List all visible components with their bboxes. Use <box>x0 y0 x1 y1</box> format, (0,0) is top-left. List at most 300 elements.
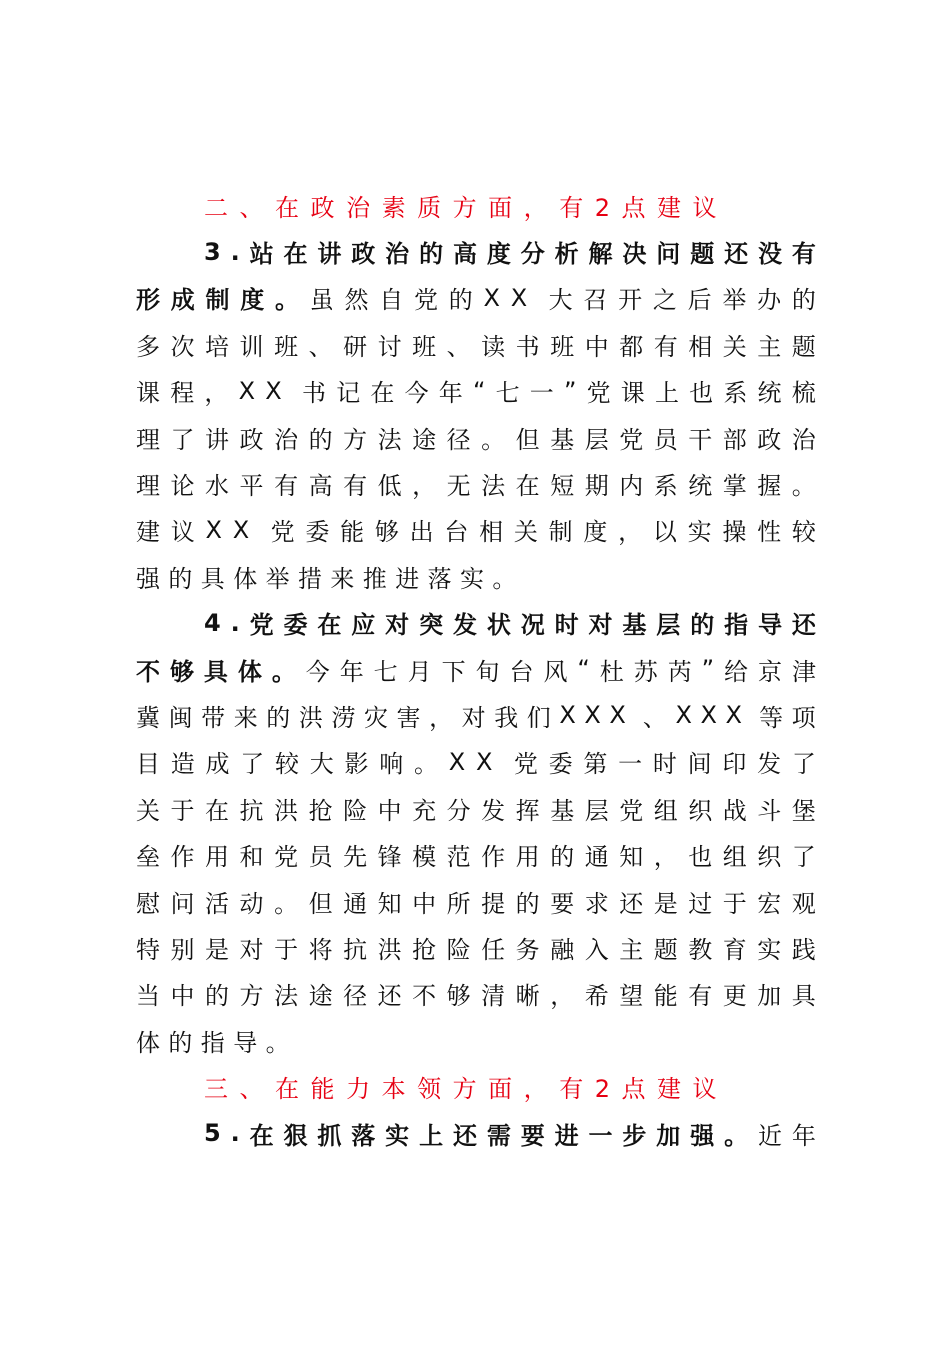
glyph: 形 <box>136 286 160 315</box>
glyph: 突 <box>419 611 444 640</box>
glyph: 险 <box>446 935 471 964</box>
glyph: 中 <box>377 796 402 825</box>
glyph: ” <box>701 655 715 684</box>
glyph: 途 <box>308 982 333 1011</box>
glyph: 当 <box>136 982 160 1011</box>
glyph: X <box>609 701 626 730</box>
glyph: 今 <box>305 657 330 686</box>
glyph: 过 <box>688 889 713 918</box>
paragraph-line <box>136 321 816 367</box>
glyph: 方 <box>343 425 368 454</box>
glyph: 造 <box>170 750 195 779</box>
glyph: 宏 <box>757 889 782 918</box>
glyph: 。 <box>414 750 438 779</box>
glyph: 高 <box>452 240 477 269</box>
glyph: 内 <box>619 472 644 501</box>
glyph: 台 <box>444 518 469 547</box>
glyph: 政 <box>351 240 376 269</box>
glyph: 的 <box>448 286 473 315</box>
glyph: 以 <box>652 518 677 547</box>
glyph: 芮 <box>667 657 692 686</box>
glyph: 但 <box>308 889 333 918</box>
glyph: 提 <box>481 889 506 918</box>
glyph: 具 <box>203 657 228 686</box>
glyph: 洪 <box>274 796 299 825</box>
glyph: 基 <box>550 425 575 454</box>
glyph: 清 <box>481 982 506 1011</box>
glyph: 梳 <box>791 379 816 408</box>
glyph: 在 <box>515 472 540 501</box>
glyph: 低 <box>377 472 402 501</box>
glyph: 有 <box>343 472 368 501</box>
glyph: 期 <box>584 472 609 501</box>
glyph: 织 <box>757 843 782 872</box>
glyph: 虽 <box>309 286 334 315</box>
glyph: 没 <box>757 240 782 269</box>
glyph: 政 <box>239 425 264 454</box>
glyph: X <box>584 701 601 730</box>
glyph: . <box>230 1119 240 1147</box>
glyph: 治 <box>274 425 299 454</box>
glyph: 题 <box>690 240 715 269</box>
glyph: 的 <box>791 286 816 315</box>
glyph: 抢 <box>412 935 437 964</box>
glyph: 统 <box>688 472 713 501</box>
glyph: 组 <box>653 796 678 825</box>
glyph: 制 <box>548 518 573 547</box>
heading-text: 三、在能力本领方面，有2点建议 <box>204 1075 729 1104</box>
glyph: 干 <box>688 425 713 454</box>
document-body <box>136 182 816 1156</box>
glyph: 目 <box>136 750 160 779</box>
glyph: 将 <box>308 935 333 964</box>
glyph: 践 <box>791 935 816 964</box>
glyph: 害 <box>396 703 421 732</box>
glyph: 了 <box>791 843 816 872</box>
body-text: 强的具体举措来推进落实。 <box>136 564 525 593</box>
glyph: 4 <box>204 608 221 637</box>
glyph: 一 <box>618 750 643 779</box>
section-heading <box>136 1063 816 1109</box>
glyph: 了 <box>791 750 816 779</box>
glyph: 下 <box>441 657 466 686</box>
glyph: 能 <box>653 982 678 1011</box>
glyph: 还 <box>791 611 816 640</box>
glyph: 握 <box>757 472 782 501</box>
glyph: 充 <box>412 796 437 825</box>
paragraph-line <box>136 460 816 506</box>
glyph: 实 <box>687 518 712 547</box>
glyph: 3 <box>204 237 221 266</box>
glyph: X <box>448 747 466 776</box>
glyph: 闽 <box>168 703 193 732</box>
glyph: 别 <box>170 935 195 964</box>
paragraph-line <box>136 924 816 970</box>
glyph: 的 <box>690 611 715 640</box>
glyph: 5 <box>204 1119 221 1147</box>
glyph: 还 <box>377 982 402 1011</box>
paragraph-line <box>136 739 816 785</box>
section-heading <box>136 182 816 228</box>
glyph: 于 <box>722 889 747 918</box>
glyph: 强 <box>690 1121 715 1150</box>
glyph: “ <box>472 376 486 405</box>
glyph: 间 <box>687 750 712 779</box>
glyph: 的 <box>550 843 575 872</box>
glyph: 通 <box>584 843 609 872</box>
paragraph-line <box>136 646 816 692</box>
glyph: 的 <box>308 425 333 454</box>
glyph: 动 <box>239 889 264 918</box>
glyph: 。 <box>275 286 299 315</box>
glyph: 项 <box>791 703 816 732</box>
glyph: 次 <box>170 332 195 361</box>
glyph: 途 <box>412 425 437 454</box>
glyph: 望 <box>619 982 644 1011</box>
glyph: 发 <box>452 611 477 640</box>
glyph: 站 <box>249 240 274 269</box>
glyph: ” <box>563 376 577 405</box>
glyph: 系 <box>723 379 748 408</box>
glyph: 中 <box>412 889 437 918</box>
glyph: 作 <box>170 843 195 872</box>
glyph: 够 <box>169 657 194 686</box>
heading-text: 二、在政治素质方面，有2点建议 <box>204 193 729 222</box>
glyph: 高 <box>308 472 333 501</box>
glyph: X <box>675 701 692 730</box>
glyph: 党 <box>513 750 538 779</box>
glyph: 年 <box>339 657 364 686</box>
glyph: 题 <box>653 935 678 964</box>
glyph: 带 <box>201 703 226 732</box>
glyph: 径 <box>343 982 368 1011</box>
glyph: 指 <box>724 611 749 640</box>
glyph: 在 <box>317 611 342 640</box>
glyph: 抗 <box>239 796 264 825</box>
glyph: 析 <box>554 240 579 269</box>
glyph: 斗 <box>757 796 782 825</box>
glyph: 研 <box>343 332 368 361</box>
glyph: 的 <box>419 240 444 269</box>
glyph: 关 <box>513 518 538 547</box>
glyph: 主 <box>757 332 782 361</box>
glyph: 给 <box>724 657 749 686</box>
glyph: 也 <box>688 843 713 872</box>
glyph: 的 <box>205 982 230 1011</box>
glyph: 是 <box>653 889 678 918</box>
glyph: 对 <box>385 611 410 640</box>
glyph: 无 <box>446 472 471 501</box>
glyph: 组 <box>722 843 747 872</box>
glyph: 关 <box>136 796 160 825</box>
glyph: X <box>232 515 250 544</box>
glyph: 今 <box>404 379 429 408</box>
paragraph-title-line <box>136 600 816 646</box>
glyph: 党 <box>414 286 438 315</box>
glyph: 训 <box>239 332 264 361</box>
glyph: 掌 <box>722 472 747 501</box>
glyph: 实 <box>757 935 782 964</box>
glyph: 的 <box>266 703 291 732</box>
glyph: 有 <box>274 472 299 501</box>
glyph: 等 <box>759 703 784 732</box>
glyph: 、 <box>308 332 333 361</box>
glyph: 短 <box>550 472 575 501</box>
glyph: 水 <box>205 472 230 501</box>
glyph: 中 <box>584 332 609 361</box>
glyph: 津 <box>791 657 816 686</box>
glyph: 要 <box>520 1121 545 1150</box>
glyph: 理 <box>136 472 160 501</box>
paragraph-last-line <box>136 553 816 599</box>
glyph: 解 <box>588 240 613 269</box>
glyph: 所 <box>446 889 471 918</box>
glyph: X <box>559 701 576 730</box>
glyph: 和 <box>239 843 264 872</box>
glyph: X <box>205 515 222 544</box>
glyph: 党 <box>619 796 644 825</box>
glyph: 度 <box>583 518 608 547</box>
glyph: 部 <box>722 425 747 454</box>
glyph: 洪 <box>377 935 402 964</box>
glyph: 法 <box>274 982 299 1011</box>
glyph: 平 <box>239 472 264 501</box>
paragraph-line <box>136 831 816 877</box>
glyph: ， <box>412 472 437 501</box>
glyph: 成 <box>170 286 195 315</box>
glyph: 观 <box>791 889 816 918</box>
glyph: 。 <box>481 425 506 454</box>
glyph: 还 <box>452 1121 477 1150</box>
glyph: 于 <box>170 796 195 825</box>
glyph: 对 <box>461 703 486 732</box>
glyph: 涝 <box>331 703 356 732</box>
glyph: 通 <box>343 889 368 918</box>
glyph: 杜 <box>599 657 624 686</box>
glyph: 知 <box>619 843 644 872</box>
glyph: 讨 <box>377 332 402 361</box>
glyph: 都 <box>619 332 644 361</box>
glyph: X <box>725 701 742 730</box>
glyph: 范 <box>446 843 471 872</box>
paragraph-line <box>136 878 816 924</box>
glyph: ， <box>204 379 229 408</box>
glyph: 们 <box>526 703 551 732</box>
glyph: 年 <box>438 379 463 408</box>
glyph: 治 <box>791 425 816 454</box>
glyph: 融 <box>550 935 575 964</box>
body-text: 体的指导。 <box>136 1028 298 1057</box>
glyph: 是 <box>205 935 230 964</box>
glyph: 具 <box>791 982 816 1011</box>
glyph: 基 <box>550 796 575 825</box>
glyph: 加 <box>757 982 782 1011</box>
glyph: 我 <box>494 703 519 732</box>
glyph: ， <box>618 518 643 547</box>
glyph: 挥 <box>515 796 540 825</box>
glyph: 课 <box>136 379 160 408</box>
glyph: 还 <box>619 889 644 918</box>
glyph: 发 <box>481 796 506 825</box>
glyph: 上 <box>654 379 679 408</box>
glyph: 题 <box>791 332 816 361</box>
glyph: . <box>230 237 240 266</box>
glyph: 近 <box>757 1121 782 1150</box>
glyph: 议 <box>170 518 195 547</box>
glyph: 主 <box>619 935 644 964</box>
glyph: 月 <box>407 657 432 686</box>
glyph: 。 <box>724 1121 749 1150</box>
glyph: 记 <box>336 379 361 408</box>
glyph: 较 <box>275 750 299 779</box>
paragraph-line <box>136 275 816 321</box>
glyph: 响 <box>379 750 404 779</box>
glyph: 径 <box>446 425 471 454</box>
glyph: 委 <box>548 750 573 779</box>
paragraph-line <box>136 692 816 738</box>
glyph: 层 <box>584 796 609 825</box>
glyph: 度 <box>486 240 511 269</box>
glyph: 步 <box>622 1121 647 1150</box>
paragraph-title-line <box>136 228 816 274</box>
paragraph-line <box>136 414 816 460</box>
glyph: 体 <box>237 657 262 686</box>
glyph: 系 <box>653 472 678 501</box>
glyph: 发 <box>757 750 782 779</box>
glyph: 培 <box>205 332 230 361</box>
glyph: 来 <box>233 703 258 732</box>
glyph: 够 <box>374 518 399 547</box>
glyph: 用 <box>205 843 230 872</box>
glyph: 务 <box>515 935 540 964</box>
glyph: 有 <box>653 332 678 361</box>
glyph: 治 <box>385 240 410 269</box>
glyph: 中 <box>170 982 195 1011</box>
glyph: 模 <box>412 843 437 872</box>
glyph: 晰 <box>515 982 540 1011</box>
glyph: 决 <box>622 240 647 269</box>
glyph: 员 <box>653 425 678 454</box>
glyph: 不 <box>136 657 160 686</box>
glyph: 举 <box>722 286 747 315</box>
glyph: 书 <box>302 379 327 408</box>
glyph: 导 <box>757 611 782 640</box>
glyph: 进 <box>554 1121 579 1150</box>
glyph: 后 <box>687 286 712 315</box>
glyph: 织 <box>688 796 713 825</box>
glyph: 用 <box>515 843 540 872</box>
glyph: 层 <box>584 425 609 454</box>
glyph: 问 <box>656 240 681 269</box>
glyph: 抗 <box>343 935 368 964</box>
glyph: 实 <box>385 1121 410 1150</box>
glyph: 在 <box>370 379 395 408</box>
glyph: 任 <box>481 935 506 964</box>
glyph: X <box>238 376 256 405</box>
glyph: 党 <box>586 379 611 408</box>
glyph: . <box>230 608 240 637</box>
glyph: 一 <box>529 379 554 408</box>
glyph: 分 <box>520 240 545 269</box>
glyph: 度 <box>240 286 265 315</box>
glyph: 台 <box>509 657 534 686</box>
glyph: 党 <box>249 611 274 640</box>
glyph: 班 <box>550 332 575 361</box>
glyph: 堡 <box>791 796 816 825</box>
glyph: 有 <box>791 240 816 269</box>
glyph: 对 <box>239 935 264 964</box>
glyph: 班 <box>412 332 437 361</box>
glyph: 制 <box>205 286 230 315</box>
glyph: 讲 <box>317 240 342 269</box>
glyph: 大 <box>548 286 573 315</box>
paragraph-last-line <box>136 1017 816 1063</box>
paragraph-line <box>136 785 816 831</box>
glyph: 操 <box>722 518 747 547</box>
glyph: X <box>475 747 493 776</box>
glyph: 在 <box>205 796 230 825</box>
glyph: 狠 <box>283 1121 308 1150</box>
glyph: 然 <box>344 286 369 315</box>
glyph: 够 <box>446 982 471 1011</box>
glyph: 于 <box>274 935 299 964</box>
glyph: 教 <box>688 935 713 964</box>
glyph: 更 <box>722 982 747 1011</box>
glyph: 时 <box>652 750 677 779</box>
glyph: 垒 <box>136 843 160 872</box>
glyph: 分 <box>446 796 471 825</box>
glyph: 课 <box>620 379 645 408</box>
glyph: 、 <box>642 703 667 732</box>
glyph: 时 <box>554 611 579 640</box>
glyph: 多 <box>136 332 160 361</box>
glyph: 较 <box>791 518 816 547</box>
glyph: 也 <box>689 379 714 408</box>
glyph: 大 <box>309 750 334 779</box>
glyph: 七 <box>373 657 398 686</box>
glyph: 方 <box>239 982 264 1011</box>
glyph: 法 <box>481 472 506 501</box>
glyph: 在 <box>283 240 308 269</box>
glyph: ， <box>429 703 454 732</box>
glyph: 关 <box>722 332 747 361</box>
glyph: 相 <box>688 332 713 361</box>
glyph: 希 <box>584 982 609 1011</box>
glyph: 办 <box>757 286 782 315</box>
glyph: 问 <box>170 889 195 918</box>
paragraph-line <box>136 971 816 1017</box>
glyph: 、 <box>446 332 471 361</box>
glyph: 影 <box>344 750 369 779</box>
glyph: 能 <box>340 518 365 547</box>
glyph: 出 <box>409 518 434 547</box>
glyph: 程 <box>170 379 195 408</box>
glyph: 政 <box>757 425 782 454</box>
glyph: 召 <box>583 286 608 315</box>
glyph: X <box>265 376 282 405</box>
glyph: 苏 <box>633 657 658 686</box>
glyph: 相 <box>479 518 504 547</box>
glyph: 加 <box>656 1121 681 1150</box>
glyph: “ <box>577 655 590 684</box>
glyph: X <box>510 283 528 312</box>
glyph: 党 <box>270 518 295 547</box>
glyph: 但 <box>515 425 540 454</box>
glyph: 锋 <box>377 843 402 872</box>
glyph: 还 <box>724 240 749 269</box>
glyph: 委 <box>305 518 330 547</box>
glyph: 之 <box>652 286 677 315</box>
